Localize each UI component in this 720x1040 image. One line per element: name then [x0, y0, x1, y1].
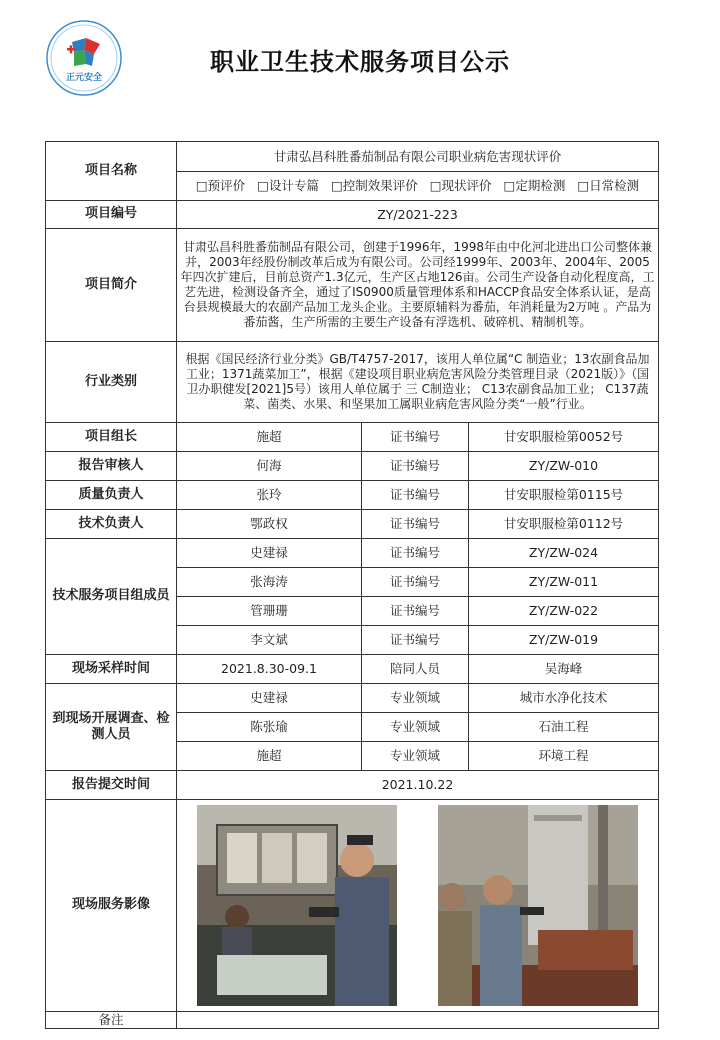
cert-label: 证书编号 [362, 568, 469, 597]
project-code-value: ZY/2021-223 [177, 201, 659, 229]
leader-role: 项目组长 [46, 423, 177, 452]
photos-label: 现场服务影像 [46, 800, 177, 1012]
remark-label: 备注 [46, 1012, 177, 1029]
team-member-name: 李文斌 [177, 626, 362, 655]
project-name-label: 项目名称 [46, 142, 177, 201]
tech-cert: 甘安职服检第0112号 [469, 510, 659, 539]
reviewer-name: 何海 [177, 452, 362, 481]
field-label: 专业领域 [362, 713, 469, 742]
evaluation-type-options [177, 172, 659, 201]
surveyor-name: 施超 [177, 742, 362, 771]
team-member-name: 史建禄 [177, 539, 362, 568]
industry-value: 根据《国民经济行业分类》GB/T4757-2017，该用人单位属“C 制造业；13农副食品加工业；1371蔬菜加工”，根据《建设项目职业病危害风险分类管理目录（2021版）》（国卫办职健发[2021]5号）该用人单位属于 三 C制造业； C13农副食品加工业； C137蔬菜、菌类、水果、和坚果加工属职业病危害风险分类“一般”行业。 [177, 342, 659, 423]
team-member-name: 管珊珊 [177, 597, 362, 626]
companion-value: 吴海峰 [469, 655, 659, 684]
option-periodic-test: □定期检测 [503, 178, 566, 194]
surveyor-field: 石油工程 [469, 713, 659, 742]
option-daily-test: □日常检测 [577, 178, 640, 194]
option-design: □设计专篇 [257, 178, 319, 194]
sampling-time-label: 现场采样时间 [46, 655, 177, 684]
reviewer-cert: ZY/ZW-010 [469, 452, 659, 481]
option-pre-evaluation: □预评价 [195, 178, 246, 194]
surveyor-name: 陈张瑜 [177, 713, 362, 742]
site-photo-control-room [197, 805, 397, 1006]
project-table [45, 141, 659, 1029]
surveyor-field: 环境工程 [469, 742, 659, 771]
team-member-cert: ZY/ZW-019 [469, 626, 659, 655]
team-member-name: 张海涛 [177, 568, 362, 597]
logo-text: 正元安全 [65, 73, 103, 83]
leader-name: 施超 [177, 423, 362, 452]
cert-label: 证书编号 [362, 452, 469, 481]
team-label: 技术服务项目组成员 [46, 539, 177, 655]
project-intro-value: 甘肃弘昌科胜番茄制品有限公司，创建于1996年，1998年由中化河北进出口公司整体兼并，2003年经股份制改革后成为有限公司。公司经1999年、2003年、2004年、2005年四次扩建后，目前总资产1.3亿元，生产区占地126亩。公司生产设备自动化程度高，工艺先进，检测设备齐全，通过了IS0900质量管理体系和HACCP食品安全体系认证，是高台县规模最大的农副产品加工龙头企业。主要原辅料为番茄，年消耗量为2万吨 。产品为番茄酱，生产所需的主要生产设备有浮选机、破碎机、精制机等。 [177, 229, 659, 342]
surveyor-name: 史建禄 [177, 684, 362, 713]
tech-name: 鄂政权 [177, 510, 362, 539]
site-photo-workshop [438, 805, 638, 1006]
project-name-value: 甘肃弘昌科胜番茄制品有限公司职业病危害现状评价 [177, 142, 659, 172]
team-member-cert: ZY/ZW-022 [469, 597, 659, 626]
surveyor-field: 城市水净化技术 [469, 684, 659, 713]
surveyors-label: 到现场开展调查、检测人员 [46, 684, 177, 771]
field-label: 专业领域 [362, 742, 469, 771]
quality-cert: 甘安职服检第0115号 [469, 481, 659, 510]
page-title: 职业卫生技术服务项目公示 [210, 48, 510, 76]
project-code-label: 项目编号 [46, 201, 177, 229]
leader-cert: 甘安职服检第0052号 [469, 423, 659, 452]
remark-value [177, 1012, 659, 1029]
sampling-time-value: 2021.8.30-09.1 [177, 655, 362, 684]
option-control-effect: □控制效果评价 [330, 178, 418, 194]
field-label: 专业领域 [362, 684, 469, 713]
tech-role: 技术负责人 [46, 510, 177, 539]
project-intro-label: 项目简介 [46, 229, 177, 342]
option-status-evaluation: □现状评价 [429, 178, 492, 194]
photos-cell [177, 800, 659, 1012]
companion-label: 陪同人员 [362, 655, 469, 684]
reviewer-role: 报告审核人 [46, 452, 177, 481]
submit-time-value: 2021.10.22 [177, 771, 659, 800]
team-member-cert: ZY/ZW-011 [469, 568, 659, 597]
cert-label: 证书编号 [362, 539, 469, 568]
cert-label: 证书编号 [362, 510, 469, 539]
team-member-cert: ZY/ZW-024 [469, 539, 659, 568]
cert-label: 证书编号 [362, 597, 469, 626]
cert-label: 证书编号 [362, 423, 469, 452]
cert-label: 证书编号 [362, 481, 469, 510]
submit-time-label: 报告提交时间 [46, 771, 177, 800]
cert-label: 证书编号 [362, 626, 469, 655]
quality-name: 张玲 [177, 481, 362, 510]
quality-role: 质量负责人 [46, 481, 177, 510]
industry-label: 行业类别 [46, 342, 177, 423]
